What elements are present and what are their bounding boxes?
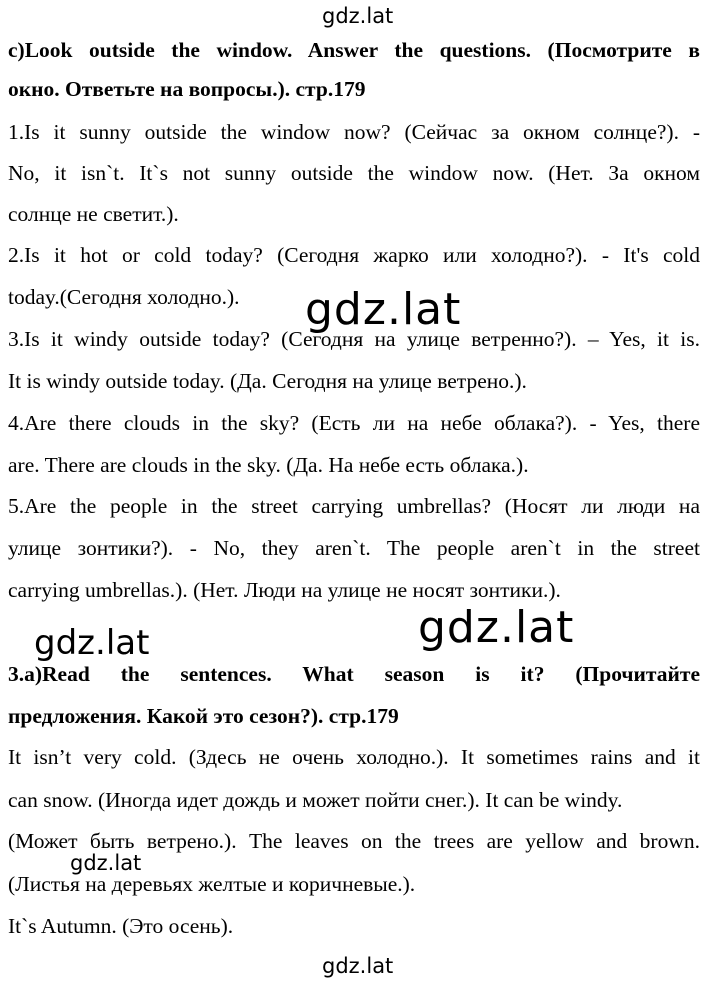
watermark-top: gdz.lat xyxy=(322,4,394,28)
section-3a-heading-line-1: 3.a)Read the sentences. What season is it? (Прочитайте xyxy=(8,662,700,686)
section-c-line-8: 4.Are there clouds in the sky? (Есть ли на небе облака?). - Yes, there xyxy=(8,411,700,435)
section-c-line-3: солнце не светит.). xyxy=(8,202,179,226)
section-c-line-1: 1.Is it sunny outside the window now? (Сейчас за окном солнце?). - xyxy=(8,120,700,144)
watermark-small-lower: gdz.lat xyxy=(70,851,142,875)
section-c-line-12: carrying umbrellas.). (Нет. Люди на улице не носят зонтики.). xyxy=(8,578,561,602)
watermark-left-medium: gdz.lat xyxy=(34,623,150,663)
section-3a-heading-line-2: предложения. Какой это сезон?). стр.179 xyxy=(8,704,399,728)
section-c-line-7: It is windy outside today. (Да. Сегодня на улице ветрено.). xyxy=(8,369,527,393)
watermark-mid-large: gdz.lat xyxy=(305,284,462,335)
section-c-heading-line-1: c)Look outside the window. Answer the questions. (Посмотрите в xyxy=(8,38,700,62)
section-c-line-9: are. There are clouds in the sky. (Да. На небе есть облака.). xyxy=(8,453,529,477)
section-3a-line-5: It`s Autumn. (Это осень). xyxy=(8,914,234,938)
watermark-bottom: gdz.lat xyxy=(322,954,394,978)
section-c-line-11: улице зонтики?). - No, they aren`t. The people aren`t in the street xyxy=(8,536,700,560)
watermark-right-large: gdz.lat xyxy=(418,602,575,653)
section-3a-line-3: (Может быть ветрено.). The leaves on the trees are yellow and brown. xyxy=(8,829,700,853)
section-3a-line-2: can snow. (Иногда идет дождь и может пойти снег.). It can be windy. xyxy=(8,788,623,812)
section-c-line-6: 3.Is it windy outside today? (Сегодня на улице ветренно?). – Yes, it is. xyxy=(8,327,700,351)
section-c-heading-line-2: окно. Ответьте на вопросы.). стр.179 xyxy=(8,77,366,101)
section-c-line-4: 2.Is it hot or cold today? (Сегодня жарко или холодно?). - It's cold xyxy=(8,243,700,267)
section-c-line-10: 5.Are the people in the street carrying umbrellas? (Носят ли люди на xyxy=(8,494,700,518)
section-c-line-5: today.(Сегодня холодно.). xyxy=(8,285,240,309)
section-c-line-2: No, it isn`t. It`s not sunny outside the window now. (Нет. За окном xyxy=(8,161,700,185)
section-3a-line-1: It isn’t very cold. (Здесь не очень холодно.). It sometimes rains and it xyxy=(8,745,700,769)
section-3a-line-4: (Листья на деревьях желтые и коричневые.). xyxy=(8,872,416,896)
